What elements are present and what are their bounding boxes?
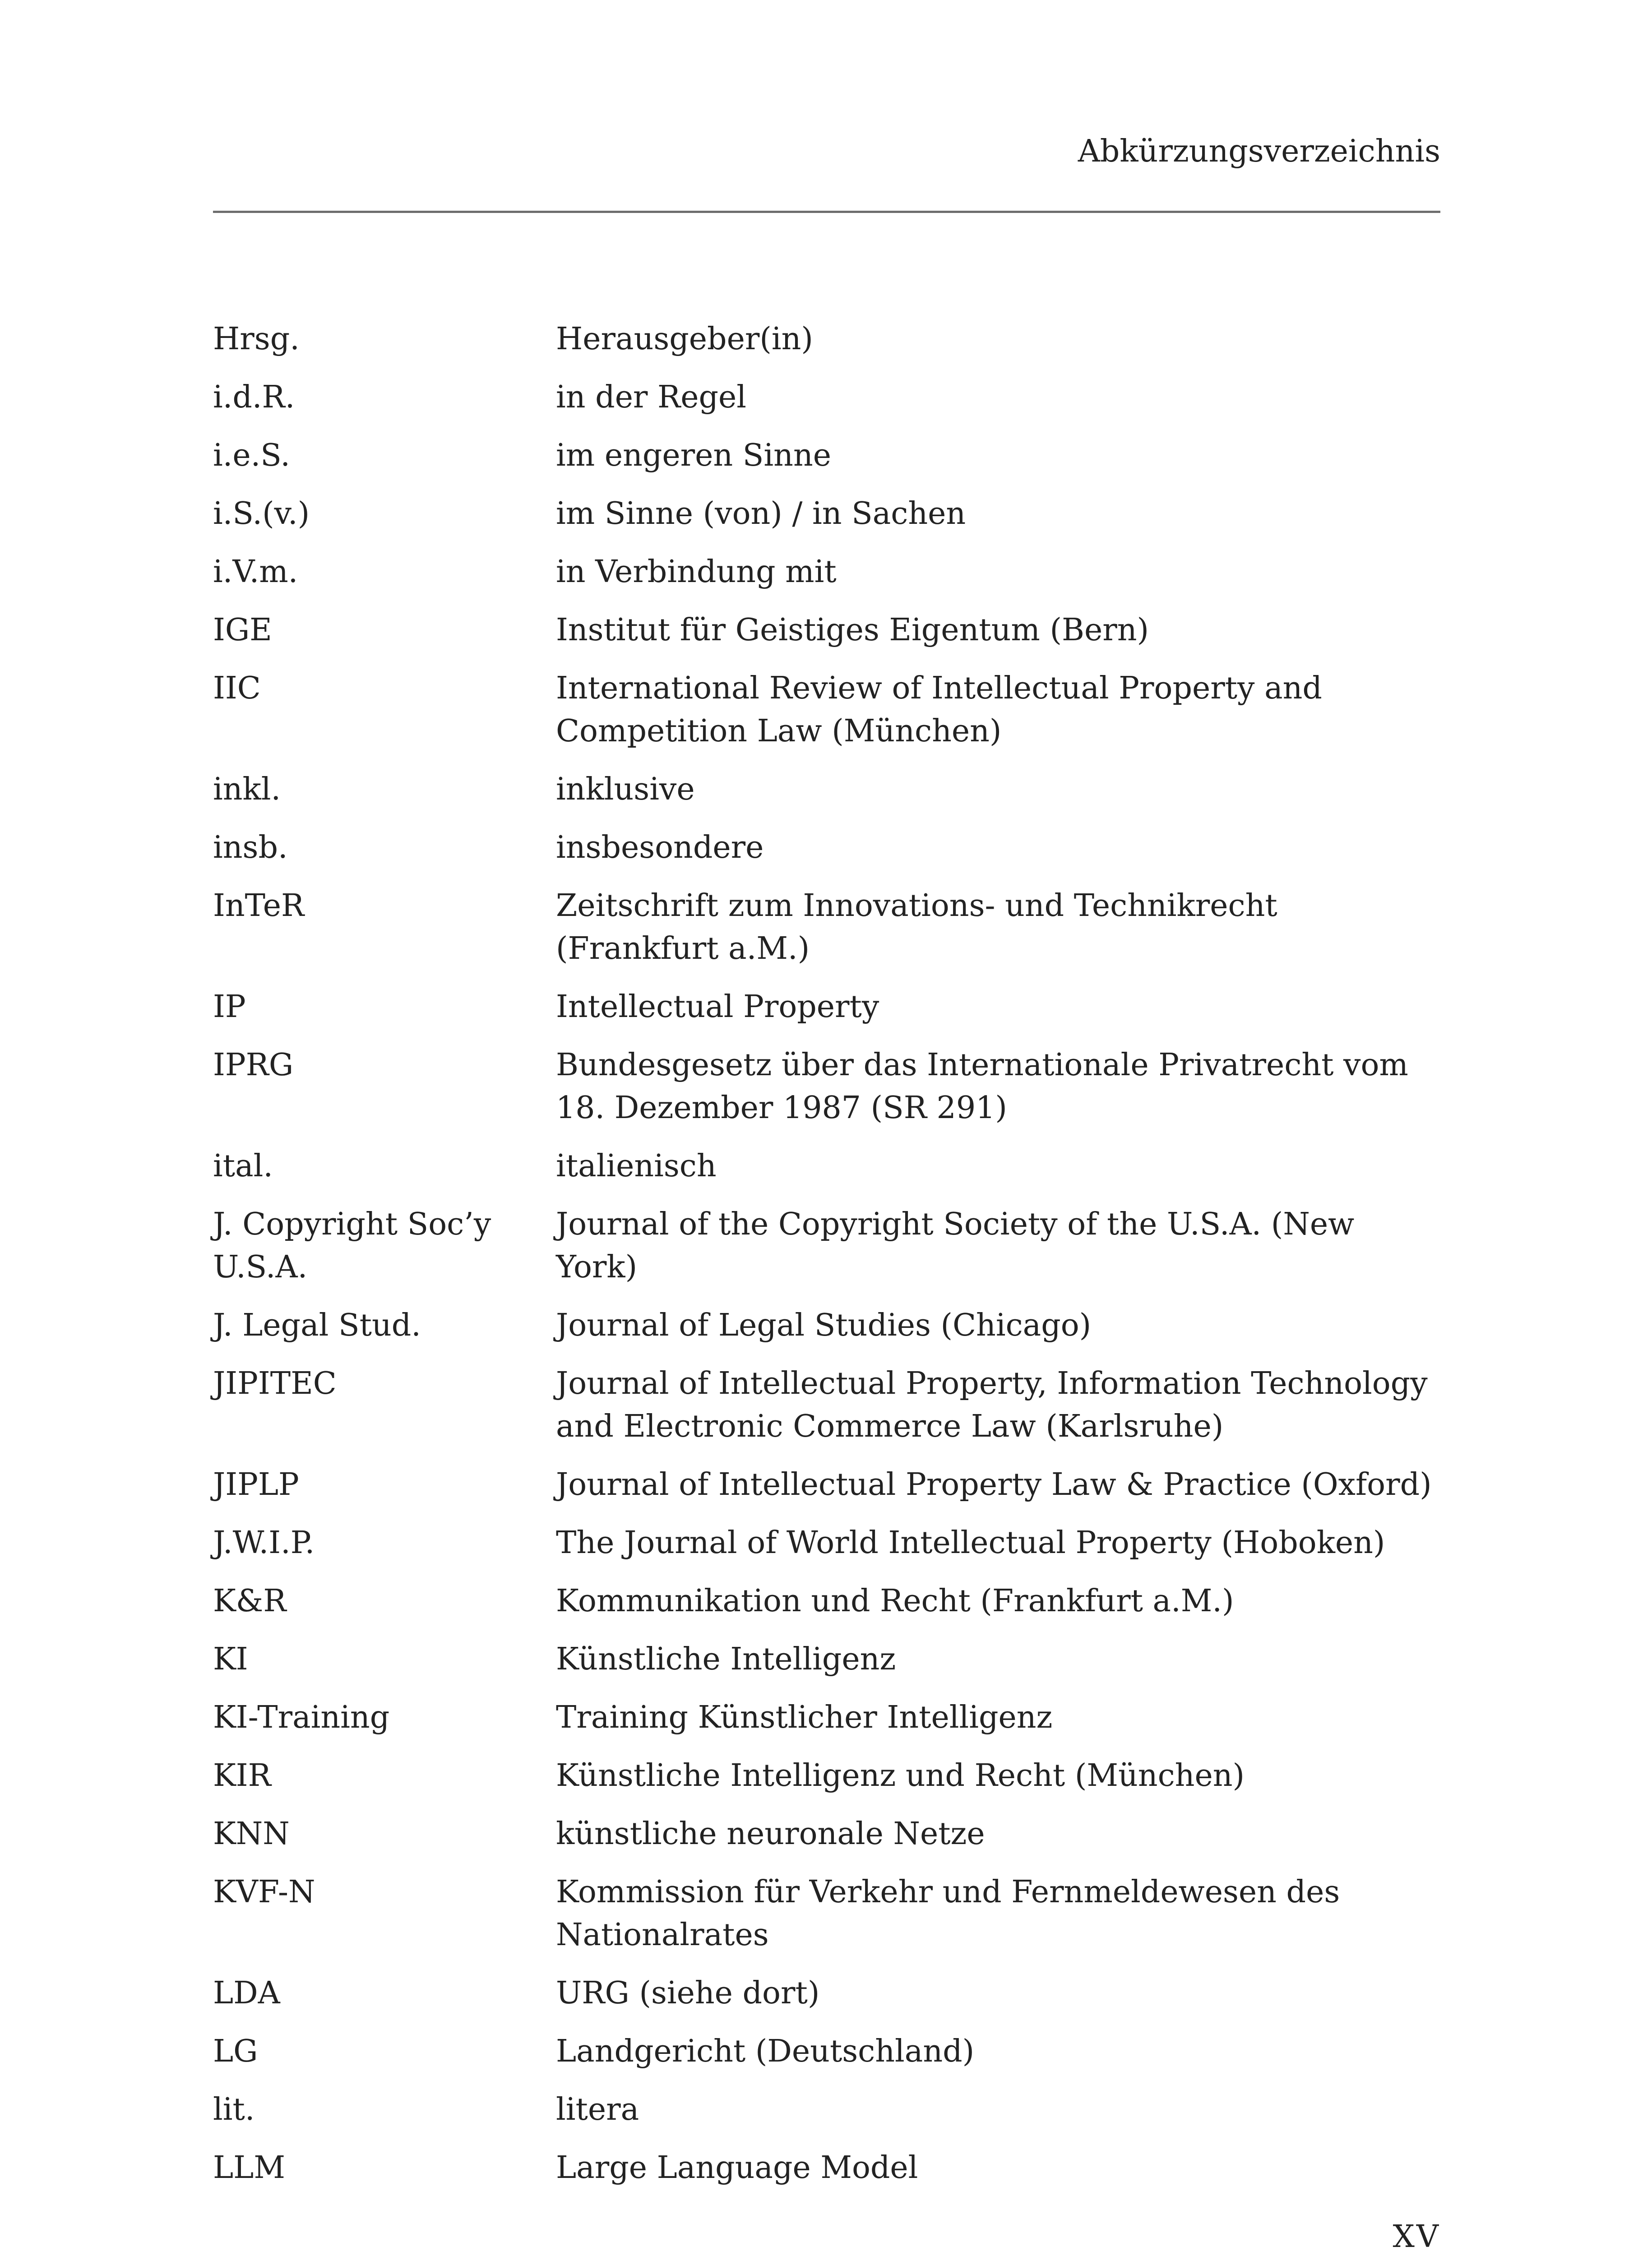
abbreviation-term: lit. [213,2092,255,2127]
abbreviation-definition: im engeren Sinne [556,438,831,473]
abbreviation-definition: Journal of Legal Studies (Chicago) [556,1308,1092,1343]
abbreviation-term: IP [213,989,246,1025]
abbreviation-definition: Herausgeber(in) [556,321,813,357]
abbreviation-definition: Kommission für Verkehr und Fernmeldewesen des Nationalrates [556,1874,1340,1953]
abbreviation-entry [213,985,1440,1028]
abbreviation-term: LDA [213,1975,280,2011]
abbreviation-term: inkl. [213,772,281,807]
abbreviation-entry [213,768,1440,811]
abbreviation-definition: Kommunikation und Recht (Frankfurt a.M.) [556,1583,1234,1619]
abbreviation-definition: Institut für Geistiges Eigentum (Bern) [556,612,1149,648]
abbreviation-definition: in der Regel [556,379,747,415]
abbreviation-term: i.e.S. [213,438,290,473]
page-number: XV [1393,2219,1440,2255]
abbreviation-definition: Large Language Model [556,2150,918,2186]
abbreviation-entry [213,492,1440,535]
abbreviation-definition: Bundesgesetz über das Internationale Privatrecht vom 18. Dezember 1987 (SR 291) [556,1047,1408,1126]
abbreviation-entry [213,884,1440,970]
abbreviation-entry [213,1521,1440,1564]
abbreviation-definition: Training Künstlicher Intelligenz [556,1700,1053,1735]
abbreviation-entry [213,1754,1440,1797]
abbreviation-term: i.S.(v.) [213,496,310,532]
abbreviation-term: KNN [213,1816,290,1852]
abbreviation-definition: italienisch [556,1148,717,1184]
abbreviation-entry [213,2088,1440,2131]
abbreviation-entry [213,1696,1440,1739]
abbreviation-definition: Landgericht (Deutschland) [556,2034,975,2069]
abbreviation-term: InTeR [213,888,305,924]
abbreviation-term: J.W.I.P. [213,1525,315,1561]
abbreviation-definition: in Verbindung mit [556,554,837,590]
abbreviation-entry [213,1812,1440,1855]
abbreviation-term: i.V.m. [213,554,298,590]
abbreviation-term: LG [213,2034,258,2069]
abbreviation-entry [213,667,1440,753]
abbreviation-term: K&R [213,1583,287,1619]
abbreviation-entry [213,1871,1440,1956]
abbreviation-term: i.d.R. [213,379,295,415]
abbreviation-entry [213,1638,1440,1681]
abbreviation-term: IIC [213,670,261,706]
abbreviation-definition: Intellectual Property [556,989,879,1025]
abbreviation-term: JIPITEC [213,1366,337,1401]
abbreviation-definition: Journal of Intellectual Property Law & Practice (Oxford) [556,1467,1432,1502]
abbreviation-definition: inklusive [556,772,695,807]
abbreviation-definition: künstliche neuronale Netze [556,1816,985,1852]
abbreviation-definition: The Journal of World Intellectual Property (Hoboken) [556,1525,1385,1561]
abbreviation-entry [213,550,1440,593]
abbreviation-entry [213,434,1440,477]
abbreviation-term: J. Copyright Soc’y U.S.A. [213,1207,491,1285]
abbreviation-entry [213,1580,1440,1623]
abbreviation-term: insb. [213,830,288,865]
abbreviation-term: Hrsg. [213,321,300,357]
abbreviation-entry [213,1145,1440,1188]
abbreviation-term: IGE [213,612,272,648]
abbreviation-definition: insbesondere [556,830,764,865]
abbreviation-definition: URG (siehe dort) [556,1975,820,2011]
abbreviation-entry [213,1203,1440,1289]
abbreviation-term: KI [213,1641,248,1677]
abbreviation-term: JIPLP [213,1467,299,1502]
abbreviation-entry [213,2030,1440,2073]
abbreviation-entry [213,1044,1440,1129]
abbreviation-definition: Journal of Intellectual Property, Information Technology and Electronic Commerce Law (Karlsruhe) [556,1366,1428,1444]
abbreviation-definition: im Sinne (von) / in Sachen [556,496,966,532]
abbreviation-entry [213,826,1440,869]
abbreviation-term: J. Legal Stud. [213,1308,421,1343]
abbreviation-entry [213,1972,1440,2015]
abbreviation-term: KI-Training [213,1700,390,1735]
abbreviation-term: IPRG [213,1047,294,1083]
abbreviation-entry [213,1463,1440,1506]
abbreviation-definition: Journal of the Copyright Society of the U.S.A. (New York) [556,1207,1355,1285]
header-divider [213,211,1440,213]
running-head: Abkürzungsverzeichnis [1078,134,1440,169]
abbreviation-entry [213,376,1440,419]
abbreviation-entry [213,609,1440,652]
abbreviation-entry [213,2146,1440,2189]
abbreviation-entry [213,1304,1440,1347]
abbreviation-term: LLM [213,2150,285,2186]
abbreviation-definition: litera [556,2092,639,2127]
abbreviation-list [213,318,1440,2205]
abbreviation-entry [213,1362,1440,1448]
abbreviation-term: KVF-N [213,1874,315,1910]
abbreviation-term: ital. [213,1148,273,1184]
abbreviation-definition: Künstliche Intelligenz [556,1641,896,1677]
abbreviation-definition: Künstliche Intelligenz und Recht (München) [556,1758,1245,1794]
abbreviation-definition: Zeitschrift zum Innovations- und Technikrecht (Frankfurt a.M.) [556,888,1277,966]
abbreviation-entry [213,318,1440,361]
abbreviation-term: KIR [213,1758,271,1794]
abbreviation-definition: International Review of Intellectual Property and Competition Law (München) [556,670,1322,749]
